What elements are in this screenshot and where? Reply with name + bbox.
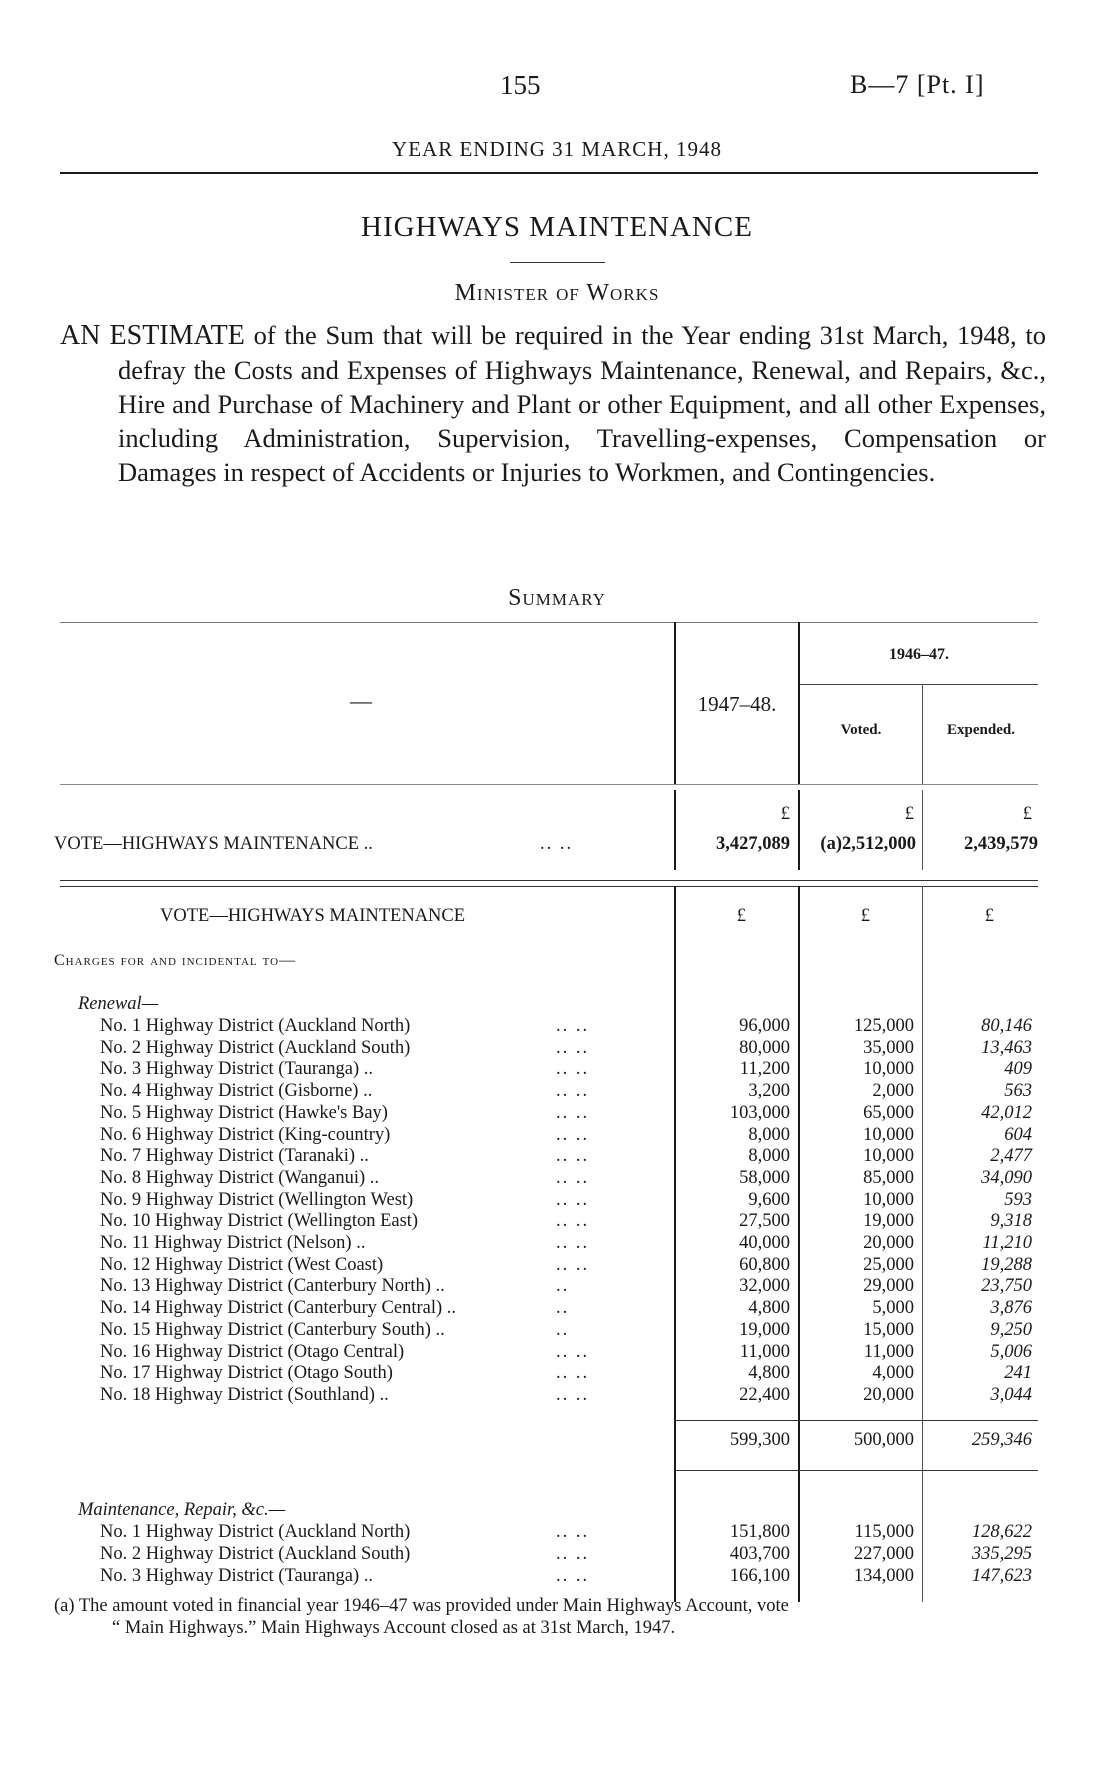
- title-divider: [510, 262, 605, 263]
- leader-dots: .. ..: [556, 1544, 590, 1564]
- value-expended: 563: [1004, 1081, 1032, 1102]
- value-voted: 10,000: [863, 1124, 914, 1145]
- col-voted-header: Voted.: [840, 722, 882, 738]
- value-1947: 11,200: [739, 1059, 790, 1080]
- value-1947: 103,000: [729, 1102, 790, 1123]
- district-label: No. 3 Highway District (Tauranga) ..: [100, 1059, 374, 1080]
- district-label: No. 8 Highway District (Wanganui) ..: [100, 1167, 380, 1188]
- district-label: No. 2 Highway District (Auckland South): [100, 1544, 411, 1564]
- value-voted: 85,000: [863, 1167, 914, 1188]
- footnote-marker: (a): [54, 1596, 75, 1616]
- value-expended: 593: [1004, 1189, 1032, 1210]
- detail-heading: VOTE—HIGHWAYS MAINTENANCE: [160, 906, 466, 926]
- leader-dots: .. ..: [556, 1211, 590, 1232]
- value-expended: 13,463: [981, 1037, 1032, 1058]
- summary-title: Summary: [508, 585, 606, 611]
- value-1947: 19,000: [739, 1319, 790, 1340]
- value-1947: 403,700: [729, 1544, 790, 1564]
- value-expended: 2,477: [990, 1146, 1032, 1167]
- leader-dots: .. ..: [556, 1189, 590, 1210]
- value-1947: 32,000: [739, 1276, 790, 1297]
- value-expended: 9,250: [990, 1319, 1032, 1340]
- footnote-line-1: [54, 1596, 1054, 1617]
- value-1947: 80,000: [739, 1037, 790, 1058]
- renewal-label: Renewal—: [78, 994, 159, 1014]
- value-1947: 40,000: [739, 1233, 790, 1253]
- detail-currency-1947: £: [736, 906, 746, 926]
- vote-1947-value: 3,427,089: [716, 834, 790, 854]
- value-expended: 11,210: [982, 1233, 1032, 1253]
- value-expended: 128,622: [971, 1522, 1032, 1542]
- col-expended-header: Expended.: [947, 722, 1015, 738]
- value-voted: 4,000: [872, 1363, 914, 1384]
- district-label: No. 3 Highway District (Tauranga) ..: [100, 1566, 374, 1586]
- summary-vdiv-b: [798, 790, 800, 870]
- leader-dots: .. ..: [556, 1233, 590, 1253]
- value-voted: 2,000: [872, 1081, 914, 1102]
- estimate-text: of the Sum that will be required in the Year ending 31st March, 1948, to defray the Costs and Expenses of Highways Maintenance, Renewal, and Repairs, &c., Hire and Purchase of Machinery and Plant or other Equipment, and all other Expenses, including Administration, Supervision, Travelling-expenses, Compensation or Damages in respect of Accidents or Injuries to Workmen, and Contingencies.: [118, 320, 1047, 487]
- value-expended: 19,288: [981, 1254, 1032, 1275]
- summary-divider-3: [922, 684, 923, 784]
- district-label: No. 9 Highway District (Wellington West): [100, 1189, 414, 1210]
- value-voted: 11,000: [863, 1341, 914, 1362]
- district-label: No. 5 Highway District (Hawke's Bay): [100, 1102, 388, 1123]
- value-1947: 22,400: [739, 1384, 790, 1405]
- summary-head-rule: [60, 784, 1038, 785]
- leader-dots: .. ..: [556, 1102, 590, 1123]
- currency-1947: £: [780, 804, 790, 824]
- district-label: No. 14 Highway District (Canterbury Central) ..: [100, 1298, 457, 1319]
- district-label: No. 13 Highway District (Canterbury North) ..: [100, 1276, 445, 1297]
- summary-vdiv-c: [922, 790, 923, 870]
- value-1947: 60,800: [739, 1254, 790, 1275]
- value-voted: 227,000: [853, 1544, 914, 1564]
- leader-dots: ..: [556, 1276, 570, 1297]
- header-rule: [60, 172, 1038, 174]
- value-1947: 8,000: [748, 1124, 790, 1145]
- col-1947-header: 1947–48.: [697, 692, 777, 716]
- leader-dots: .. ..: [556, 1016, 590, 1036]
- vote-expended-value: 2,439,579: [964, 834, 1038, 854]
- district-label: No. 4 Highway District (Gisborne) ..: [100, 1081, 373, 1102]
- leader-dots: .. ..: [556, 1566, 590, 1586]
- value-1947: 11,000: [739, 1341, 790, 1362]
- renewal-total-voted: 500,000: [853, 1430, 914, 1450]
- district-label: No. 18 Highway District (Southland) ..: [100, 1384, 389, 1405]
- value-expended: 9,318: [990, 1211, 1032, 1232]
- summary-dash: —: [350, 688, 372, 713]
- district-label: No. 12 Highway District (West Coast): [100, 1254, 384, 1275]
- value-voted: 15,000: [863, 1319, 914, 1340]
- value-expended: 5,006: [990, 1341, 1032, 1362]
- leader-dots: .. ..: [556, 1341, 590, 1362]
- value-expended: 3,044: [990, 1384, 1032, 1405]
- value-1947: 151,800: [729, 1522, 790, 1542]
- renewal-total-rule: [676, 1420, 1038, 1421]
- leader-dots: .. ..: [556, 1167, 590, 1188]
- detail-currency-expended: £: [984, 906, 994, 926]
- district-label: No. 11 Highway District (Nelson) ..: [100, 1233, 366, 1253]
- value-voted: 10,000: [863, 1146, 914, 1167]
- leader-dots: .. ..: [556, 1124, 590, 1145]
- currency-voted: £: [904, 804, 914, 824]
- value-1947: 9,600: [748, 1189, 790, 1210]
- value-expended: 34,090: [981, 1167, 1032, 1188]
- charges-label: Charges for and incidental to—: [54, 952, 297, 969]
- leader-dots: .. ..: [556, 1522, 590, 1542]
- detail-divider-3: [922, 886, 923, 1602]
- value-voted: 65,000: [863, 1102, 914, 1123]
- vote-summary-label: VOTE—HIGHWAYS MAINTENANCE ..: [54, 834, 373, 854]
- district-label: No. 16 Highway District (Otago Central): [100, 1341, 405, 1362]
- value-1947: 58,000: [739, 1167, 790, 1188]
- col-1946-header: 1946–47.: [889, 646, 949, 663]
- document-reference: B—7 [Pt. I]: [850, 70, 985, 99]
- value-expended: 335,295: [971, 1544, 1032, 1564]
- value-expended: 147,623: [971, 1566, 1032, 1586]
- summary-vdiv-a: [674, 790, 676, 870]
- value-voted: 5,000: [872, 1298, 914, 1319]
- value-voted: 29,000: [863, 1276, 914, 1297]
- value-1947: 3,200: [748, 1081, 790, 1102]
- leader-dots: .. ..: [556, 1363, 590, 1384]
- value-expended: 604: [1004, 1124, 1032, 1145]
- district-label: No. 7 Highway District (Taranaki) ..: [100, 1146, 369, 1167]
- renewal-total-bottom-rule: [676, 1470, 1038, 1471]
- vote-voted-value: (a)2,512,000: [820, 834, 916, 854]
- estimate-lead: AN ESTIMATE: [60, 320, 245, 351]
- value-voted: 125,000: [853, 1016, 914, 1036]
- renewal-total-expended: 259,346: [971, 1430, 1032, 1450]
- summary-end-rule-2: [60, 886, 1038, 887]
- value-voted: 19,000: [863, 1211, 914, 1232]
- leader-dots: .. ..: [556, 1081, 590, 1102]
- leader-dots: .. ..: [556, 1059, 590, 1080]
- leader-dots: ..: [556, 1298, 570, 1319]
- leader-dots: .. ..: [556, 1384, 590, 1405]
- summary-top-rule: [60, 622, 1038, 623]
- year-heading: YEAR ENDING 31 MARCH, 1948: [392, 137, 722, 161]
- summary-subhead-rule: [800, 684, 1038, 685]
- leader-dots: ..: [556, 1319, 570, 1340]
- page-number: 155: [500, 70, 541, 100]
- value-voted: 35,000: [863, 1037, 914, 1058]
- value-expended: 409: [1004, 1059, 1032, 1080]
- value-voted: 10,000: [863, 1189, 914, 1210]
- value-expended: 3,876: [990, 1298, 1032, 1319]
- district-label: No. 1 Highway District (Auckland North): [100, 1522, 411, 1542]
- page-title: HIGHWAYS MAINTENANCE: [361, 211, 753, 243]
- district-label: No. 17 Highway District (Otago South): [100, 1363, 393, 1384]
- value-voted: 10,000: [863, 1059, 914, 1080]
- currency-expended: £: [1022, 804, 1032, 824]
- value-1947: 4,800: [748, 1298, 790, 1319]
- value-voted: 115,000: [854, 1522, 914, 1542]
- footnote-text-1: The amount voted in financial year 1946–47 was provided under Main Highways Account, vote: [78, 1596, 789, 1616]
- value-1947: 8,000: [748, 1146, 790, 1167]
- leader-dots: .. ..: [556, 1037, 590, 1058]
- value-expended: 80,146: [981, 1016, 1032, 1036]
- leader-dots: .. ..: [556, 1146, 590, 1167]
- value-voted: 20,000: [863, 1384, 914, 1405]
- district-label: No. 1 Highway District (Auckland North): [100, 1016, 411, 1036]
- vote-summary-dots: .. ..: [540, 834, 574, 854]
- value-1947: 166,100: [729, 1566, 790, 1586]
- value-1947: 27,500: [739, 1211, 790, 1232]
- value-voted: 20,000: [863, 1233, 914, 1253]
- footnote-line-2: “ Main Highways.” Main Highways Account closed as at 31st March, 1947.: [112, 1618, 676, 1638]
- summary-end-rule-1: [60, 880, 1038, 881]
- renewal-total-1947: 599,300: [729, 1430, 790, 1450]
- minister-heading: Minister of Works: [454, 280, 660, 306]
- value-expended: 42,012: [981, 1102, 1032, 1123]
- estimate-paragraph: [60, 318, 1046, 489]
- value-1947: 96,000: [739, 1016, 790, 1036]
- district-label: No. 15 Highway District (Canterbury South) ..: [100, 1319, 445, 1340]
- district-label: No. 10 Highway District (Wellington East): [100, 1211, 419, 1232]
- value-expended: 241: [1004, 1363, 1032, 1384]
- detail-currency-voted: £: [860, 906, 870, 926]
- value-voted: 134,000: [853, 1566, 914, 1586]
- value-voted: 25,000: [863, 1254, 914, 1275]
- district-label: No. 2 Highway District (Auckland South): [100, 1037, 411, 1058]
- district-label: No. 6 Highway District (King-country): [100, 1124, 391, 1145]
- leader-dots: .. ..: [556, 1254, 590, 1275]
- value-expended: 23,750: [981, 1276, 1032, 1297]
- value-1947: 4,800: [748, 1363, 790, 1384]
- maintenance-label: Maintenance, Repair, &c.—: [78, 1500, 286, 1520]
